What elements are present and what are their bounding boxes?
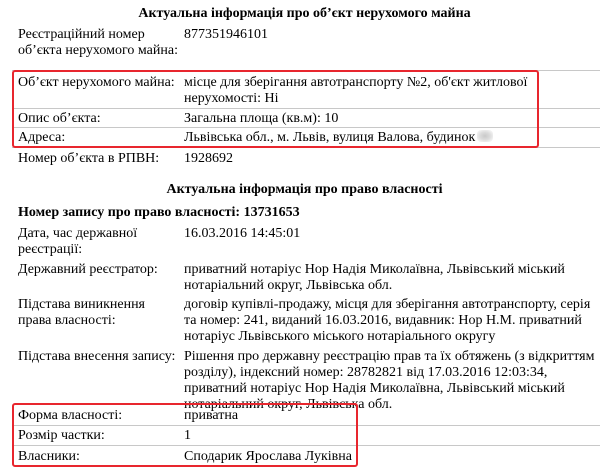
owners-value: Сподарик Ярослава Луківна (184, 449, 352, 464)
ownership-basis-label: Підстава виникнення права власності: (18, 297, 145, 328)
state-registrar-value: приватний нотаріус Нор Надія Миколаївна, Львівський міський нотаріальний округ, Львівська обл. (184, 262, 565, 293)
property-object-label: Об’єкт нерухомого майна: (18, 75, 175, 90)
property-object-value: місце для зберігання автотранспорту №2, об'єкт житлової нерухомості: Ні (184, 75, 528, 106)
object-section-title: Актуальна інформація про об’єкт нерухомого майна (138, 6, 471, 21)
record-number-value: 13731653 (243, 205, 300, 220)
highlight-box-owner (12, 403, 358, 467)
ownership-form-label: Форма власності: (18, 408, 123, 423)
share-size-label: Розмір частки: (18, 428, 105, 443)
address-text: Львівська обл., м. Львів, вулиця Валова, будинок (184, 130, 476, 145)
rpvn-number-value: 1928692 (184, 151, 233, 166)
rpvn-number-label: Номер об’єкта в РПВН: (18, 151, 160, 166)
registration-number-value: 877351946101 (184, 27, 268, 42)
registration-datetime-label: Дата, час державної реєстрації: (18, 226, 138, 257)
highlight-box-object (12, 70, 539, 148)
address-label: Адреса: (18, 130, 66, 145)
share-size-value: 1 (184, 428, 191, 443)
object-description-value: Загальна площа (кв.м): 10 (184, 111, 339, 126)
ownership-section-title: Актуальна інформація про право власності (166, 182, 443, 197)
ownership-form-value: приватна (184, 408, 239, 423)
ownership-basis-value: договір купівлі-продажу, місця для зберігання автотранспорту, серія та номер: 241, виданий 16.03.2016, видавник: Нор Н.М. приватний нотаріус Львівського міського нотаріального округу (184, 297, 591, 344)
ownership-record-header (18, 205, 300, 221)
state-registrar-label: Державний реєстратор: (18, 262, 158, 277)
entry-basis-value: Рішення про державну реєстрацію прав та їх обтяжень (з відкриттям розділу), індексний номер: 28782821 від 17.03.2016 12:03:34, приватний нотаріус Нор Надія Миколаївна, Львівський міський нотаріальний округ, Львівська обл. (184, 349, 595, 412)
object-description-label: Опис об’єкта: (18, 111, 101, 126)
registration-number-label: Реєстраційний номер об’єкта нерухомого майна: (18, 27, 178, 58)
registration-datetime-value: 16.03.2016 14:45:01 (184, 226, 301, 241)
record-number-label: Номер запису про право власності: (18, 205, 241, 220)
owners-label: Власники: (18, 449, 80, 464)
entry-basis-label: Підстава внесення запису: (18, 349, 176, 364)
